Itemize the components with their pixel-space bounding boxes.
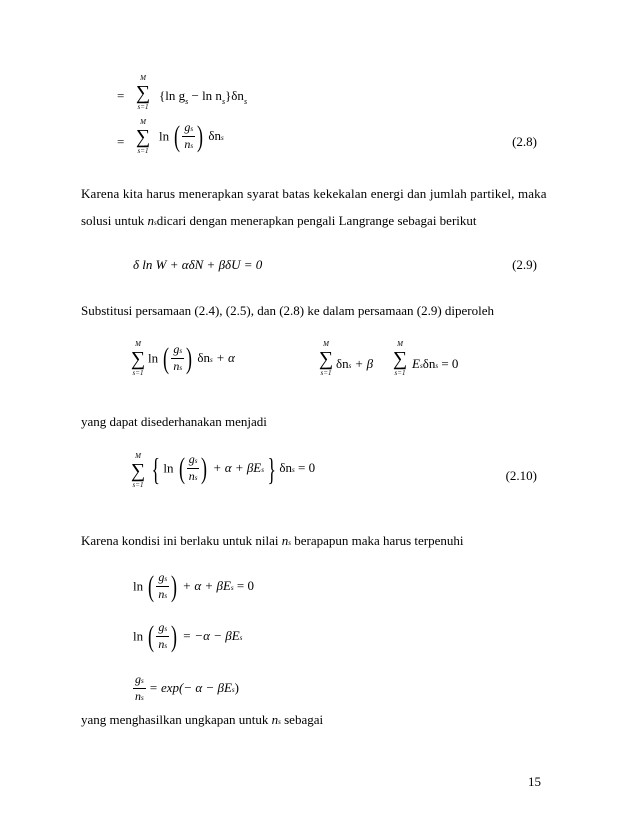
paragraph-simplified: yang dapat disederhanakan menjadi: [81, 414, 267, 429]
paragraph-constraint-intro: [81, 185, 547, 232]
equation-number: (2.10): [505, 468, 537, 483]
summation-symbol: M ∑ s=1: [130, 452, 146, 489]
summation-symbol: M ∑ s=1: [130, 340, 146, 377]
paragraph-line-1: Karena kita harus menerapkan syarat batas kekekalan energi dan jumlah partikel, maka: [81, 186, 547, 201]
equation-2-8: [117, 112, 537, 160]
equation-2-9-body: δ ln W + αδN + βδU = 0: [133, 257, 263, 272]
sum-upper-limit: M: [140, 74, 146, 82]
summation-symbol: M ∑ s=1: [133, 74, 153, 112]
equals-sign: =: [117, 134, 125, 149]
equation-2-10-body: { ln ( $\frac{gs}{ns}$ ) + α + βEs } δns = 0: [151, 450, 316, 487]
equation-a-body: {ln $g_s - \ln n_s\}\delta n_s$: [159, 88, 248, 106]
summation-symbol: M ∑ s=1: [392, 340, 408, 377]
equation-condition-3: $\frac{gs}{ns}$ = exp(− α − βEs): [135, 672, 239, 703]
page-number: 15: [528, 774, 541, 789]
equals-sign: =: [117, 88, 125, 103]
equation-b-body: ln ( $\frac{gs}{ns}$ ) δns: [159, 119, 224, 153]
equation-2-9: [133, 257, 537, 273]
summation-symbol: M ∑ s=1: [318, 340, 334, 377]
equation-substituted-body: ln ( $\frac{gs}{ns}$ ) δns + α: [148, 341, 235, 375]
equation-condition-1: ln ( $\frac{gs}{ns}$ ) + α + βEs = 0: [133, 569, 254, 603]
equation-2-10: [128, 450, 537, 498]
equation-number: (2.8): [512, 134, 537, 149]
fraction-g-over-n: $\frac{gs}{ns}$: [184, 120, 194, 151]
equation-condition-2: ln ( $\frac{gs}{ns}$ ) = −α − βEs: [133, 619, 243, 653]
paragraph-line-2: solusi untuk nsdicari dengan menerapkan pengali Langrange sebagai berikut: [81, 213, 477, 228]
paragraph-substitution: Substitusi persamaan (2.4), (2.5), dan (2.8) ke dalam persamaan (2.9) diperoleh: [81, 303, 494, 318]
equation-number: (2.9): [512, 257, 537, 272]
sum-lower-limit: s=1: [137, 103, 149, 111]
paragraph-condition: Karena kondisi ini berlaku untuk nilai ns berapapun maka harus terpenuhi: [81, 533, 464, 548]
paragraph-result: yang menghasilkan ungkapan untuk ns sebagai: [81, 712, 324, 727]
summation-symbol: M ∑ s=1: [135, 118, 151, 155]
